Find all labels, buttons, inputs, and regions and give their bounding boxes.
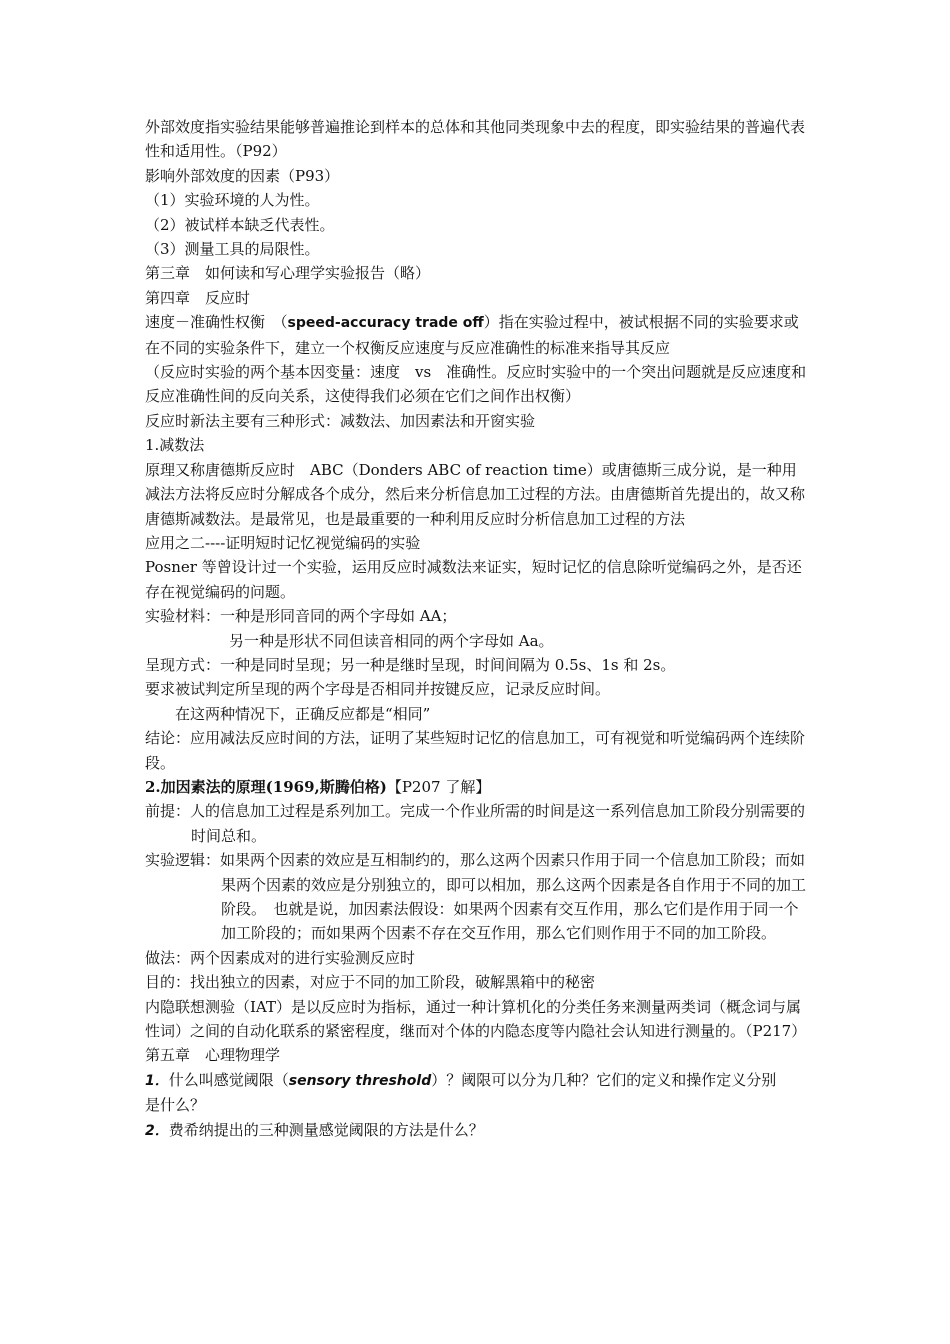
subtraction-principle: 原理又称唐德斯反应时 ABC（Donders ABC of reaction time）或唐德斯三成分说，是一种用减法方法将反应时分解成各个成分，然后来分析信息加工过程的方法。由唐德斯首先提出的，故又称唐德斯减数法。是最常见，也是最重要的一种利用反应时分析信息加工过程的方法 (145, 460, 806, 528)
application-heading: 应用之二----证明短时记忆视觉编码的实验 (145, 533, 421, 552)
chapter-5-heading: 第五章 心理物理学 (145, 1046, 281, 1065)
question-1-text-b: ）？阈限可以分为几种？它们的定义和操作定义分别是什么？ (145, 1070, 777, 1115)
factor-2: （2）被试样本缺乏代表性。 (145, 215, 335, 234)
question-1-english-term: sensory threshold (288, 1072, 432, 1089)
subtraction-method-heading: 1.减数法 (145, 436, 205, 455)
additive-factors-title: 2.加因素法的原理(1969,斯腾伯格) (145, 777, 387, 796)
speed-accuracy-tradeoff (145, 310, 810, 360)
external-validity-definition: 外部效度指实验结果能够普遍推论到样本的总体和其他同类现象中去的程度，即实验结果的普遍代表性和适用性。（P92） (145, 118, 806, 161)
additive-procedure: 做法：两个因素成对的进行实验测反应时 (145, 948, 416, 967)
question-1-number: 1． (145, 1072, 169, 1089)
question-1-text-a: 什么叫感觉阈限（ (168, 1070, 289, 1089)
task-requirement: 要求被试判定所呈现的两个字母是否相同并按键反应，记录反应时间。 (145, 680, 611, 699)
posner-experiment: Posner 等曾设计过一个实验，运用反应时减数法来证实，短时记忆的信息除听觉编码之外，是否还存在视觉编码的问题。 (145, 558, 802, 601)
new-methods-intro: 反应时新法主要有三种形式：减数法、加因素法和开窗实验 (145, 411, 536, 430)
factor-3: （3）测量工具的局限性。 (145, 240, 320, 259)
tradeoff-note: （反应时实验的两个基本因变量：速度 vs 准确性。反应时实验中的一个突出问题就是反应速度和反应准确性间的反向关系，这使得我们必须在它们之间作出权衡） (145, 363, 807, 406)
tradeoff-term: 速度－准确性权衡 （ (145, 313, 288, 332)
factor-1: （1）实验环境的人为性。 (145, 191, 320, 210)
materials-line-2: 另一种是形状不同但读音相同的两个字母如 Aa。 (229, 631, 554, 650)
tradeoff-definition: ）指在实验过程中，被试根据不同的实验要求或在不同的实验条件下，建立一个权衡反应速度与反应准确性的标准来指导其反应 (145, 313, 799, 357)
question-1 (145, 1068, 810, 1118)
additive-premise: 前提：人的信息加工过程是系列加工。完成一个作业所需的时间是这一系列信息加工阶段分别需要的时间总和。 (145, 802, 806, 845)
subtraction-conclusion: 结论：应用减法反应时间的方法，证明了某些短时记忆的信息加工，可有视觉和听觉编码两个连续阶段。 (145, 729, 806, 772)
additive-purpose: 目的：找出独立的因素，对应于不同的加工阶段，破解黑箱中的秘密 (145, 973, 596, 992)
document-body (145, 115, 810, 1143)
materials-line-1: 实验材料：一种是形同音同的两个字母如 AA； (145, 607, 457, 626)
additive-factors-page-ref: 【P207 了解】 (386, 777, 491, 796)
presentation-mode: 呈现方式：一种是同时呈现；另一种是继时呈现，时间间隔为 0.5s、1s 和 2s。 (145, 655, 676, 674)
tradeoff-english: speed-accuracy trade off (287, 315, 484, 332)
additive-factors-heading (145, 775, 810, 799)
question-2 (145, 1118, 810, 1143)
question-2-number: 2． (145, 1122, 169, 1139)
correct-response-note: 在这两种情况下，正确反应都是“相同” (175, 704, 431, 723)
additive-logic: 实验逻辑：如果两个因素的效应是互相制约的，那么这两个因素只作用于同一个信息加工阶段；而如果两个因素的效应是分别独立的，即可以相加，那么这两个因素是各自作用于不同的加工阶段。 也就是说，加因素法假设：如果两个因素有交互作用，那么它们是作用于同一个加工阶段的；而如果两个因素不存在交互作用，那么它们则作用于不同的加工阶段。 (145, 851, 807, 943)
external-validity-factors-heading: 影响外部效度的因素（P93） (145, 166, 340, 185)
chapter-3-heading: 第三章 如何读和写心理学实验报告（略） (145, 264, 431, 283)
chapter-4-heading: 第四章 反应时 (145, 288, 251, 307)
question-2-text: 费希纳提出的三种测量感觉阈限的方法是什么？ (168, 1120, 484, 1139)
iat-definition: 内隐联想测验（IAT）是以反应时为指标，通过一种计算机化的分类任务来测量两类词（概念词与属性词）之间的自动化联系的紧密程度，继而对个体的内隐态度等内隐社会认知进行测量的。（P217） (145, 997, 807, 1041)
